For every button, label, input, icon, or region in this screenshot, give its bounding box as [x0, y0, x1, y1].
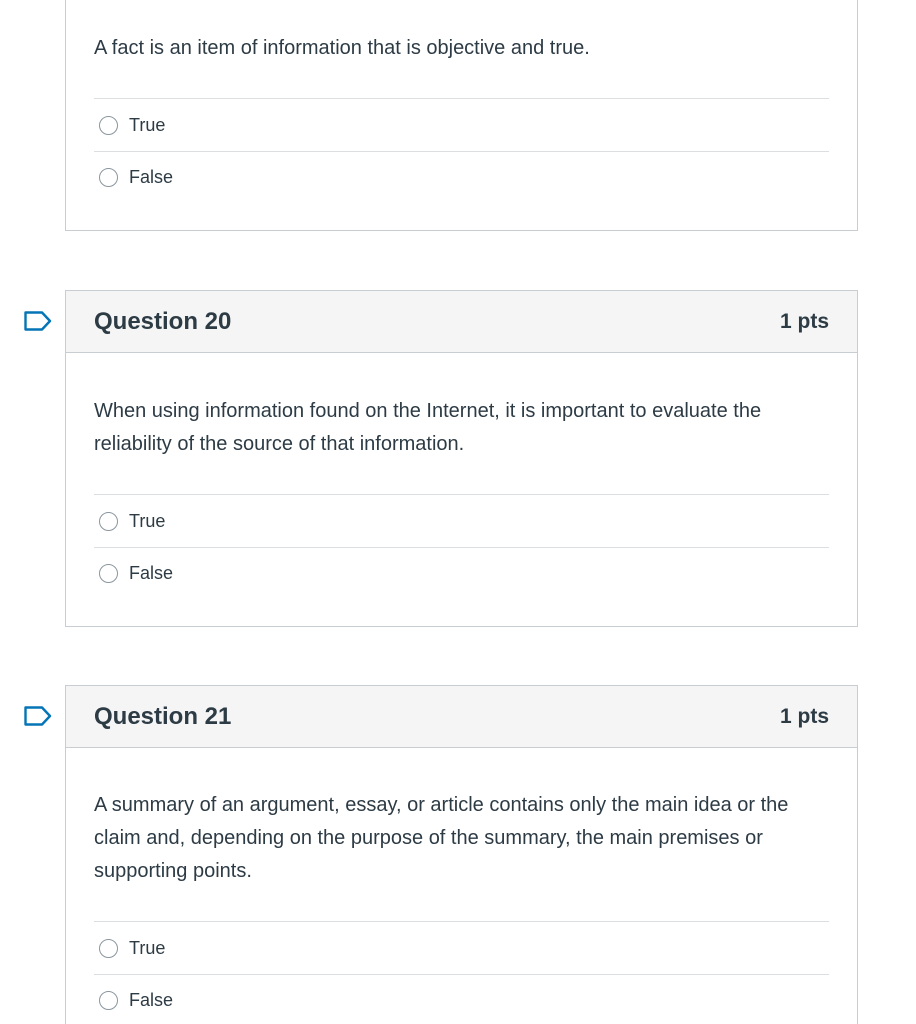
question-card-19 — [65, 0, 858, 231]
radio-button[interactable] — [99, 939, 118, 958]
answer-list — [94, 494, 829, 599]
answer-option-false[interactable] — [94, 547, 829, 599]
answer-option-true[interactable] — [94, 495, 829, 547]
answer-option-false[interactable] — [94, 974, 829, 1024]
radio-button[interactable] — [99, 564, 118, 583]
answer-label: False — [129, 563, 174, 583]
question-text: A fact is an item of information that is objective and true. — [94, 37, 590, 59]
radio-button[interactable] — [99, 168, 118, 187]
question-header — [66, 686, 857, 748]
question-text: A summary of an argument, essay, or article contains only the main idea or the claim and, depending on the purpose of the summary, the main premises or supporting points. — [94, 794, 789, 882]
answer-label: False — [129, 990, 174, 1010]
question-header — [66, 291, 857, 353]
flag-question-icon[interactable] — [24, 706, 52, 726]
answer-list — [94, 921, 829, 1024]
question-points: 1 pts — [779, 309, 829, 333]
answer-option-true[interactable] — [94, 99, 829, 151]
question-card-20 — [65, 290, 858, 627]
radio-button[interactable] — [99, 512, 118, 531]
answer-label: True — [129, 510, 166, 531]
question-title: Question 21 — [94, 702, 232, 730]
answer-label: False — [129, 167, 174, 187]
answer-option-false[interactable] — [94, 151, 829, 203]
radio-button[interactable] — [99, 991, 118, 1010]
answer-list — [94, 98, 829, 203]
question-card-21 — [65, 685, 858, 1024]
flag-question-icon[interactable] — [24, 311, 52, 331]
question-title: Question 20 — [94, 307, 232, 335]
radio-button[interactable] — [99, 116, 118, 135]
question-text: When using information found on the Internet, it is important to evaluate the reliability of the source of that information. — [94, 400, 762, 455]
answer-option-true[interactable] — [94, 922, 829, 974]
answer-label: True — [129, 114, 166, 135]
answer-label: True — [129, 937, 166, 958]
question-points: 1 pts — [779, 704, 829, 728]
